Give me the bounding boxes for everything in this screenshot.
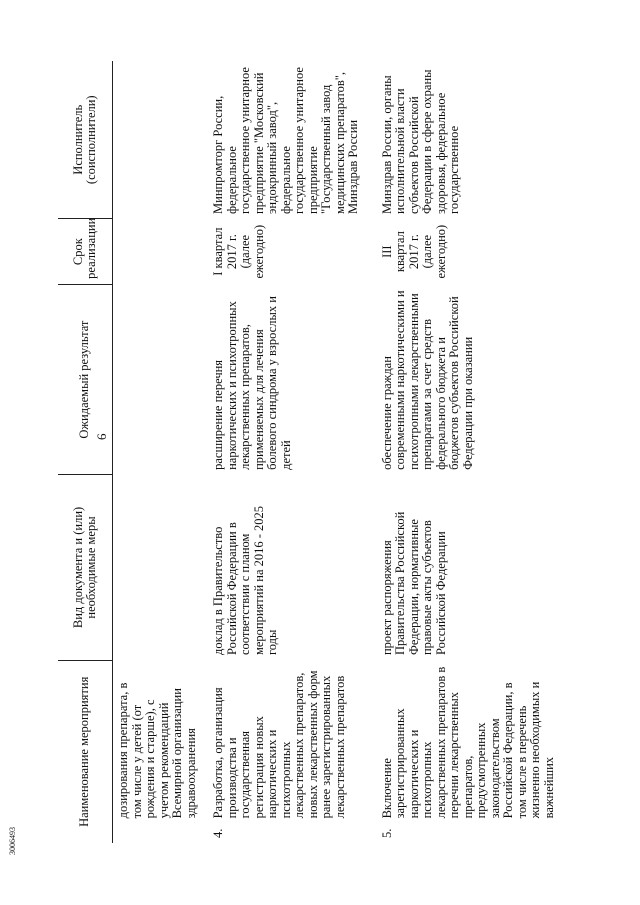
header-term: Срок реализации [58, 219, 113, 284]
row-executor: Минздрав России, органы исполнительной власти субъектов Российской Федерации в сфере охраны здоровья, федеральное государственное [379, 69, 461, 214]
row-name: дозирования препарата, в том числе у детей (от рождения и старше), с учетом рекомендаций Всемирной организации здравоохранения [116, 682, 198, 819]
header-name: Наименование мероприятия [58, 660, 113, 843]
header-result: Ожидаемый результат [58, 284, 113, 475]
measures-table [58, 61, 558, 843]
header-doc: Вид документа и (или) необходимые меры [58, 475, 113, 660]
page-number: 6 [94, 433, 109, 440]
row-result [113, 284, 201, 475]
row-executor: Минпромторг России, федеральное государственное унитарное предприятие "Московский эндокринный завод", федеральное государственное унитарное предприятие "Государственный завод медицинских препаратов", Минздрав России [211, 67, 360, 214]
row-doc: проект распоряжения Правительства Российской Федерации, нормативные правовые акты субъектов Российской Федерации [379, 511, 448, 656]
row-result: расширение перечня наркотических и психотропных лекарственных препаратов, применяемых для лечения болевого синдрома у взрослых и детей [211, 296, 293, 470]
row-result: обеспечение граждан современными наркотическими и психотропными лекарственными препаратами за счет средств федерального бюджета и бюджетов субъектов Российской Федерации при оказании [379, 290, 475, 470]
table-row [200, 61, 363, 843]
table-row [113, 61, 201, 843]
row-doc: доклад в Правительство Российской Федерации в соответствии с планом мероприятий на 2016 - 2025 годы [211, 505, 279, 656]
row-doc [113, 475, 201, 660]
header-executor: Исполнитель (соисполнители) [58, 61, 113, 219]
document-id: 3006493 [8, 827, 17, 855]
row-number: 4. [211, 828, 225, 838]
row-term: III квартал 2017 г. (далее ежегодно) [379, 224, 448, 279]
row-number [113, 823, 201, 843]
rotated-table-container [58, 61, 556, 843]
table-header-row [58, 61, 113, 843]
row-name: Разработка, организация производства и государственная регистрация новых наркотических и психотропных лекарственных препаратов, новых лекарственных форм ранее зарегистрированных лекарственных препаратов [211, 670, 347, 819]
row-number: 5. [379, 828, 394, 838]
table-row [363, 61, 559, 843]
row-executor [113, 61, 201, 219]
row-term [113, 219, 201, 284]
row-term: I квартал 2017 г. (далее ежегодно) [211, 224, 266, 279]
row-name: Включение зарегистрированных наркотических и психотропных лекарственных препаратов в перечни лекарственных препаратов, предусмотренных законодательством Российской Федерации, в том числе в перечень жизненно необходимых и важнейших [379, 666, 556, 819]
